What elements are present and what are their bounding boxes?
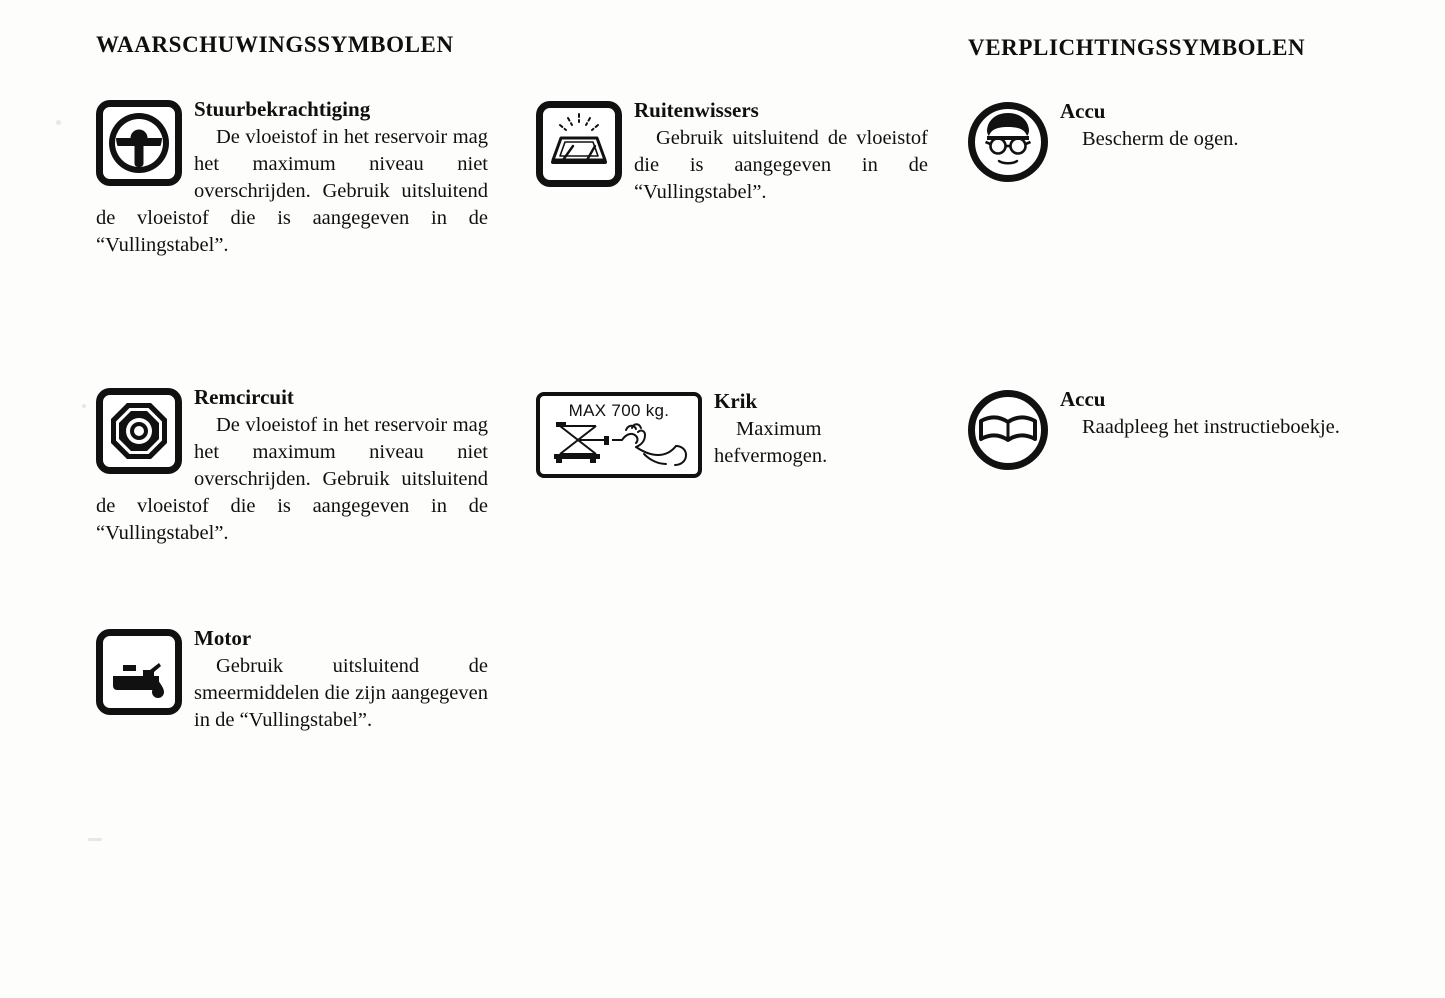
entry-title: Remcircuit [194,385,294,409]
windscreen-washer-icon [536,101,622,187]
heading-warning-symbols: WAARSCHUWINGSSYMBOLEN [96,32,454,57]
entry-title: Stuurbekrachtiging [194,97,371,121]
entry-text: Maximum hefvermogen. [714,418,828,467]
entry-remcircuit [96,384,488,547]
entry-title: Motor [194,626,252,650]
entry-title: Accu [1060,99,1106,123]
entry-accu-instructieboekje [968,386,1368,472]
oil-can-icon [96,629,182,715]
entry-title: Krik [714,389,758,413]
safety-goggles-icon [968,102,1048,182]
entry-title: Accu [1060,387,1106,411]
entry-text: De vloeistof in het reservoir mag het maximum niveau niet overschrijden. Gebruik uitsluitend de vloeistof die is aangegeven in de “Vullingstabel”. [96,414,488,544]
car-jack-icon [536,392,702,478]
entry-stuurbekrachtiging [96,96,488,259]
entry-ruitenwissers [536,97,928,206]
heading-obligation-symbols: VERPLICHTINGSSYMBOLEN [968,35,1306,60]
paper-speck [88,838,102,841]
steering-wheel-icon [96,100,182,186]
entry-text: Bescherm de ogen. [1082,128,1239,150]
entry-title: Ruitenwissers [634,98,759,122]
entry-text: De vloeistof in het reservoir mag het maximum niveau niet overschrijden. Gebruik uitsluitend de vloeistof die is aangegeven in de “Vullingstabel”. [96,126,488,256]
entry-text: Raadpleeg het instructieboekje. [1082,416,1340,438]
entry-text: Gebruik uitsluitend de vloeistof die is aangegeven in de “Vullingstabel”. [634,127,928,203]
entry-krik [536,388,926,480]
entry-motor [96,625,488,734]
open-book-icon [968,390,1048,470]
entry-accu-ogen [968,98,1368,184]
entry-text: Gebruik uitsluitend de smeermiddelen die zijn aangegeven in de “Vullingstabel”. [194,655,488,731]
paper-speck [82,404,86,408]
paper-speck [56,120,61,125]
car-jack-max-label: MAX 700 kg. [568,401,670,420]
brake-circuit-icon [96,388,182,474]
